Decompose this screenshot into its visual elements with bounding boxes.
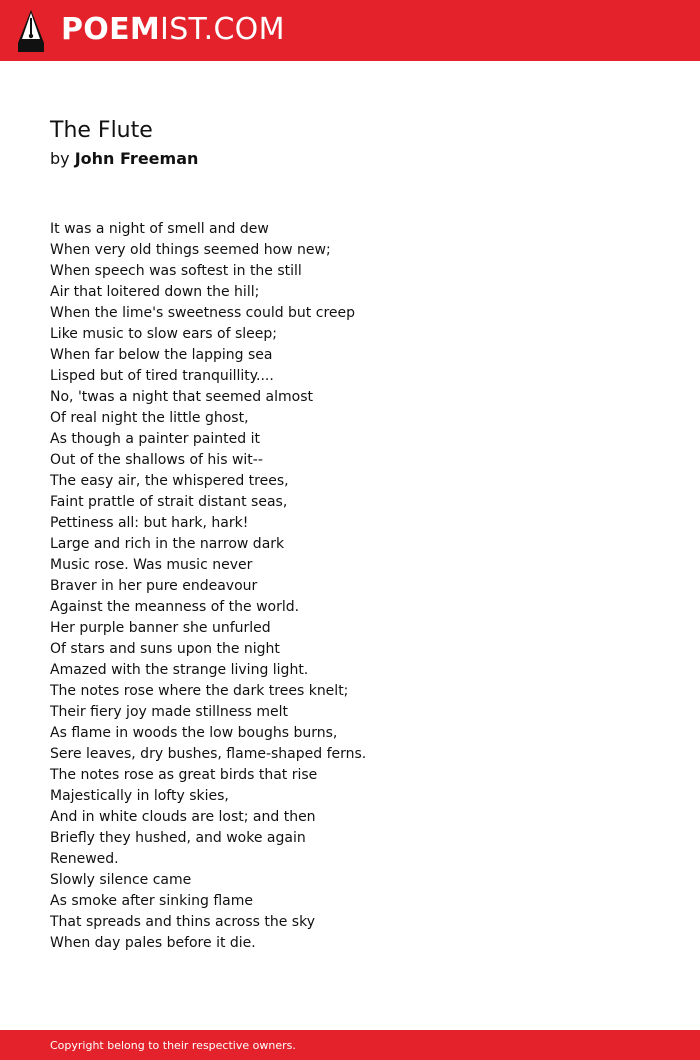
poem-line: The easy air, the whispered trees,	[50, 473, 289, 489]
poem-line: When day pales before it die.	[50, 935, 256, 951]
site-footer	[0, 1030, 700, 1060]
poem-line: Sere leaves, dry bushes, flame-shaped ferns.	[50, 746, 367, 762]
poem-line: Against the meanness of the world.	[50, 599, 300, 615]
poem-byline	[50, 148, 198, 170]
poem-line: Out of the shallows of his wit--	[50, 452, 263, 468]
poem-line: When very old things seemed how new;	[50, 242, 331, 258]
by-label: by	[50, 149, 70, 168]
poem-line: Her purple banner she unfurled	[50, 620, 271, 636]
site-brand[interactable]	[61, 12, 285, 48]
poem-line: Amazed with the strange living light.	[50, 662, 309, 678]
poem-title: The Flute	[50, 118, 153, 143]
poem-line: Faint prattle of strait distant seas,	[50, 494, 288, 510]
poem-line: Their fiery joy made stillness melt	[50, 704, 289, 720]
poem-line: Of stars and suns upon the night	[50, 641, 280, 657]
poem-line: Pettiness all: but hark, hark!	[50, 515, 249, 531]
poem-line: That spreads and thins across the sky	[50, 914, 315, 930]
poem-line: As though a painter painted it	[50, 431, 260, 447]
site-header	[0, 0, 700, 61]
brand-light-text: IST.COM	[160, 12, 285, 47]
poem-line: Music rose. Was music never	[50, 557, 253, 573]
poem-line: The notes rose where the dark trees knelt;	[50, 683, 349, 699]
poem-line: Braver in her pure endeavour	[50, 578, 258, 594]
pen-nib-icon[interactable]	[18, 10, 44, 52]
poem-line: When far below the lapping sea	[50, 347, 273, 363]
brand-bold-text: POEM	[61, 12, 161, 47]
poem-line: Of real night the little ghost,	[50, 410, 249, 426]
poem-body	[50, 219, 650, 954]
poem-line: Slowly silence came	[50, 872, 192, 888]
poem-line: When speech was softest in the still	[50, 263, 302, 279]
poem-line: Majestically in lofty skies,	[50, 788, 229, 804]
poem-line: No, 'twas a night that seemed almost	[50, 389, 313, 405]
poem-line: Renewed.	[50, 851, 119, 867]
poem-line: It was a night of smell and dew	[50, 221, 269, 237]
copyright-text: Copyright belong to their respective owners.	[50, 1039, 296, 1052]
poem-line: Like music to slow ears of sleep;	[50, 326, 278, 342]
poem-line: As flame in woods the low boughs burns,	[50, 725, 338, 741]
poem-line: And in white clouds are lost; and then	[50, 809, 316, 825]
poem-line: When the lime's sweetness could but creep	[50, 305, 356, 321]
poem-author: John Freeman	[74, 149, 199, 168]
poem-line: As smoke after sinking flame	[50, 893, 253, 909]
poem-line: Air that loitered down the hill;	[50, 284, 260, 300]
poem-line: The notes rose as great birds that rise	[50, 767, 318, 783]
poem-line: Briefly they hushed, and woke again	[50, 830, 306, 846]
poem-line: Lisped but of tired tranquillity....	[50, 368, 274, 384]
poem-line: Large and rich in the narrow dark	[50, 536, 285, 552]
